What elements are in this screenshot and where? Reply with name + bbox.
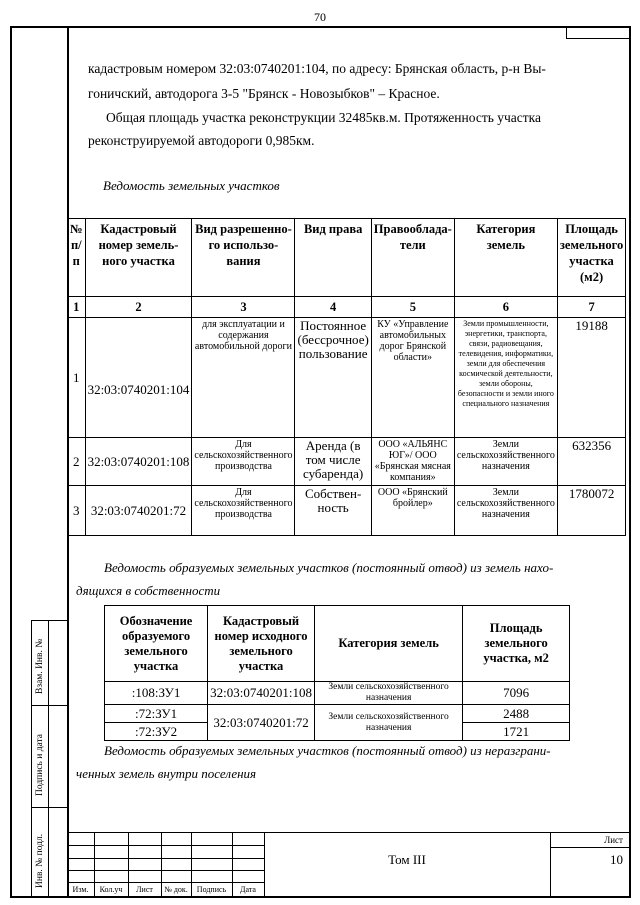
plot-designation: :72:ЗУ1 [105, 705, 208, 723]
right-holder: ООО «Брянский бройлер» [371, 486, 454, 536]
right-type: Постоянное (бессрочное) пользование [295, 318, 371, 438]
table-header-row [105, 606, 570, 682]
side-divider [31, 620, 67, 621]
section-title-formed-plots-line-1: Ведомость образуемых земельных участков (постоянный отвод) из земель нахо- [104, 560, 554, 575]
stamp-line [67, 845, 264, 846]
right-holder: ООО «АЛЬЯНС ЮГ»/ ООО «Брянская мясная компания» [371, 438, 454, 486]
paragraph-2-line-2: реконструируемой автодороги 0,985км. [88, 133, 315, 148]
header-cell: Обозначение образуемого земельного участка [105, 606, 208, 682]
table-row [68, 486, 626, 536]
row-number: 2 [68, 438, 86, 486]
source-cadastral-number: 32:03:0740201:108 [208, 682, 315, 705]
stamp-label-quantity: Кол.уч [99, 885, 123, 894]
header-cell: Категория земель [314, 606, 462, 682]
source-cadastral-number: 32:03:0740201:72 [208, 705, 315, 741]
side-label-signature-date: Подпись и дата [35, 733, 45, 796]
column-number: 6 [454, 297, 557, 318]
permitted-use: для эксплуатации и содержания автомобильной дороги [192, 318, 295, 438]
column-number: 3 [192, 297, 295, 318]
land-category: Земли промышленности, энергетики, транспорта, связи, радиовещания, телевидения, информатики, земли для обеспечения космической деятельности, земли обороны, безопасности и земли иного специального назначения [454, 318, 557, 438]
side-label-replaced-inventory: Взам. Инв. № [35, 638, 45, 694]
stamp-label-sheet: Лист [136, 885, 153, 894]
plot-area: 1721 [463, 723, 570, 741]
header-cell: Площадь земельного участка, м2 [463, 606, 570, 682]
column-number: 5 [371, 297, 454, 318]
permitted-use: Для сельскохозяйственного производства [192, 486, 295, 536]
paragraph-1-line-1: кадастровым номером 32:03:0740201:104, по адресу: Брянская область, р-н Вы- [88, 61, 546, 76]
right-type: Аренда (в том числе субаренда) [295, 438, 371, 486]
section-title-land-plots: Ведомость земельных участков [103, 178, 280, 193]
plot-designation: :72:ЗУ2 [105, 723, 208, 741]
side-divider [31, 807, 67, 808]
stamp-sheet-label: Лист [604, 835, 623, 845]
stamp-label-change: Изм. [72, 885, 89, 894]
table-row [105, 705, 570, 723]
side-column-divider-inner [48, 620, 49, 896]
formed-plots-table [104, 605, 570, 741]
header-cell: Вид права [295, 219, 371, 297]
land-plots-table [67, 218, 626, 536]
paragraph-2-line-1: Общая площадь участка реконструкции 32485кв.м. Протяженность участка [106, 110, 542, 125]
cadastral-number: 32:03:0740201:72 [85, 486, 192, 536]
stamp-line [67, 832, 629, 833]
table-header-row [68, 219, 626, 297]
frame-border-bottom [10, 896, 631, 898]
paragraph-1-line-2: гоничский, автодорога 3-5 "Брянск - Новозыбков" – Красное. [88, 86, 440, 101]
header-cell: Категория земель [454, 219, 557, 297]
header-cell: Вид разрешенно-го использо-вания [192, 219, 295, 297]
stamp-label-doc-number: № док. [164, 885, 188, 894]
stamp-line [67, 858, 264, 859]
plot-area: 19188 [557, 318, 625, 438]
header-cell: Правооблада-тели [371, 219, 454, 297]
row-number: 1 [68, 318, 86, 438]
stamp-line [67, 882, 264, 883]
right-type: Собствен-ность [295, 486, 371, 536]
table-row [68, 318, 626, 438]
table-row [68, 438, 626, 486]
land-category: Земли сельскохозяйственного назначения [314, 682, 462, 705]
stamp-document-title: Том III [388, 852, 426, 867]
plot-area: 632356 [557, 438, 625, 486]
header-cell: № п/п [68, 219, 86, 297]
side-label-inventory-number: Инв. № подл. [35, 833, 45, 888]
header-cell: Кадастровый номер исходного земельного участка [208, 606, 315, 682]
stamp-line [67, 870, 264, 871]
section-title-formed-plots-line-2: дящихся в собственности [76, 583, 221, 598]
column-number: 4 [295, 297, 371, 318]
stamp-label-signature: Подпись [196, 885, 227, 894]
column-number-row [68, 297, 626, 318]
corner-box [566, 26, 630, 39]
title-block [67, 832, 629, 896]
cadastral-number: 32:03:0740201:108 [85, 438, 192, 486]
section-title-unallocated-line-2: ченных земель внутри поселения [76, 766, 257, 781]
stamp-label-date: Дата [240, 885, 256, 894]
side-column-divider-outer [31, 620, 32, 896]
frame-border-right [629, 26, 631, 898]
row-number: 3 [68, 486, 86, 536]
land-category: Земли сельскохозяйственного назначения [454, 438, 557, 486]
right-holder: КУ «Управление автомобильных дорог Брянской области» [371, 318, 454, 438]
stamp-sheet-number: 10 [610, 852, 623, 867]
land-category: Земли сельскохозяйственного назначения [454, 486, 557, 536]
stamp-line [550, 847, 629, 848]
frame-border-left [10, 26, 12, 898]
cadastral-number: 32:03:0740201:104 [85, 318, 192, 438]
column-number: 1 [68, 297, 86, 318]
permitted-use: Для сельскохозяйственного производства [192, 438, 295, 486]
side-divider [31, 705, 67, 706]
header-cell: Кадастровый номер земель-ного участка [85, 219, 192, 297]
section-title-unallocated-line-1: Ведомость образуемых земельных участков (постоянный отвод) из неразграни- [104, 743, 551, 758]
header-cell: Площадь земельного участка (м2) [557, 219, 625, 297]
land-category: Земли сельскохозяйственного назначения [314, 705, 462, 741]
plot-area: 2488 [463, 705, 570, 723]
plot-area: 7096 [463, 682, 570, 705]
page-number: 70 [314, 10, 326, 24]
plot-area: 1780072 [557, 486, 625, 536]
table-row [105, 682, 570, 705]
column-number: 7 [557, 297, 625, 318]
column-number: 2 [85, 297, 192, 318]
frame-border-top [10, 26, 630, 28]
plot-designation: :108:ЗУ1 [105, 682, 208, 705]
